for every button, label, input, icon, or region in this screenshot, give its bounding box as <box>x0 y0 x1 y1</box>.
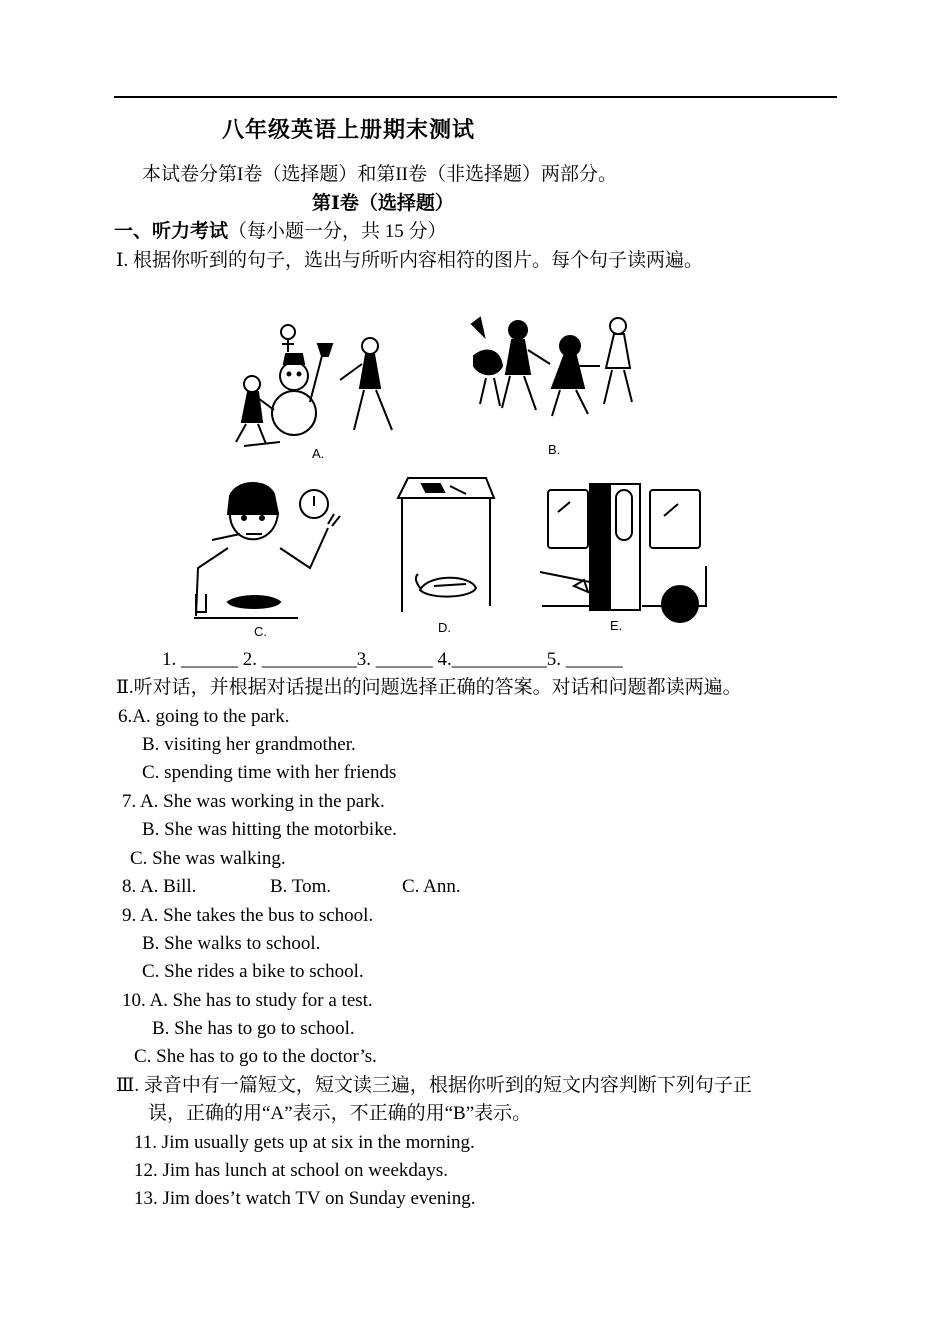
picture-b-label: B. <box>548 442 561 457</box>
q10-option-c: C. She has to go to the doctor’s. <box>134 1046 377 1067</box>
top-rule <box>114 96 837 98</box>
section1-heading <box>114 220 447 244</box>
picture-b <box>466 316 648 461</box>
part3-instruction-line1: Ⅲ. 录音中有一篇短文，短文读三遍，根据你听到的短文内容判断下列句子正 <box>116 1075 752 1096</box>
children-playing-icon <box>466 316 648 461</box>
q10-option-a: 10. A. She has to study for a test. <box>122 990 373 1011</box>
q13: 13. Jim does’t watch TV on Sunday evening. <box>134 1188 476 1209</box>
section1-note: （每小题一分，共 15 分） <box>228 221 447 242</box>
volume-heading: 第Ⅰ卷（选择题） <box>312 193 454 214</box>
picture-c <box>188 478 348 640</box>
picture-d <box>394 474 498 638</box>
picture-c-label: C. <box>254 624 267 639</box>
q12: 12. Jim has lunch at school on weekdays. <box>134 1160 448 1181</box>
q9-option-a: 9. A. She takes the bus to school. <box>122 905 374 926</box>
q6-option-b: B. visiting her grandmother. <box>142 734 356 755</box>
q7-option-c: C. She was walking. <box>130 848 286 869</box>
bus-door-icon <box>538 482 710 634</box>
q11: 11. Jim usually gets up at six in the morning. <box>134 1132 475 1153</box>
picture-e-label: E. <box>610 618 623 633</box>
cat-under-table-icon <box>394 474 498 638</box>
part2-instruction: Ⅱ.听对话，并根据对话提出的问题选择正确的答案。对话和问题都读两遍。 <box>116 677 742 698</box>
page-title: 八年级英语上册期末测试 <box>222 117 476 142</box>
part1-instruction: Ⅰ. 根据你听到的句子，选出与所听内容相符的图片。每个句子读两遍。 <box>116 250 704 271</box>
section1-title: 一、听力考试 <box>114 221 229 242</box>
part3-instruction-line2: 误，正确的用“A”表示，不正确的用“B”表示。 <box>148 1103 532 1124</box>
picture-a <box>232 318 412 463</box>
q8-option-a: 8. A. Bill. <box>122 876 197 897</box>
q7-option-a: 7. A. She was working in the park. <box>122 791 385 812</box>
picture-d-label: D. <box>438 620 451 635</box>
boy-eating-icon <box>188 478 348 640</box>
q8-option-c: C. Ann. <box>402 876 461 897</box>
q9-option-c: C. She rides a bike to school. <box>142 961 364 982</box>
q6-option-c: C. spending time with her friends <box>142 762 397 783</box>
snowman-scene-icon <box>232 318 412 463</box>
picture-e <box>538 482 710 634</box>
q8-option-b: B. Tom. <box>270 876 332 897</box>
q10-option-b: B. She has to go to school. <box>152 1018 355 1039</box>
picture-a-label: A. <box>312 446 325 461</box>
answer-blanks: 1. ______ 2. __________3. ______ 4.__________5. ______ <box>162 649 623 670</box>
q6-option-a: 6.A. going to the park. <box>118 706 290 727</box>
q9-option-b: B. She walks to school. <box>142 933 321 954</box>
q7-option-b: B. She was hitting the motorbike. <box>142 819 397 840</box>
intro-text: 本试卷分第I卷（选择题）和第II卷（非选择题）两部分。 <box>142 164 617 185</box>
